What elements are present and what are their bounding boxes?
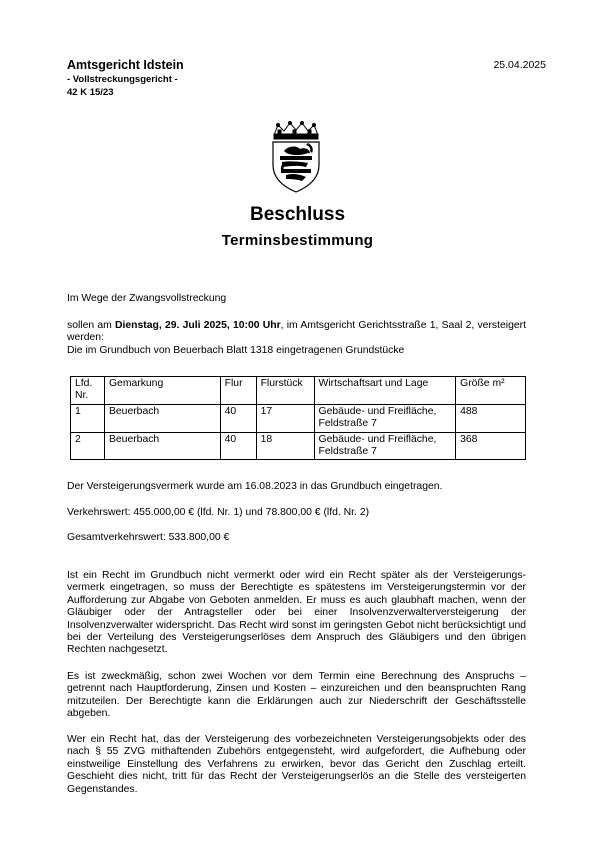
- paragraph-claims: Es ist zweckmäßig, schon zwei Wochen vor dem Termin eine Berechnung des Anspruchs – getrennt nach Hauptforderung, Zinsen und Kosten – einzureichen und den beanspruchten Rang mitzuteilen. Der Berechtigte kann die Erklärungen auch zur Niederschrift der Geschäftsstelle abgeben.: [67, 671, 526, 720]
- land-register-line: Die im Grundbuch von Beuerbach Blatt 1318 eingetragenen Grundstücke: [67, 345, 405, 356]
- table-cell: 1: [71, 404, 105, 432]
- schedule-suffix: , im Amtsgericht Gerichtsstraße 1, Saal 2, versteigert werden:: [67, 320, 526, 344]
- table-cell: Gebäude- und Freifläche, Feldstraße 7: [314, 404, 456, 432]
- paragraph-objection: Wer ein Recht hat, das der Versteigerung des vorbezeichneten Versteigerungsobjekts oder des nach § 55 ZVG mithaftenden Zubehörs entgegensteht, wird aufgefordert, die Aufhebung oder einstweilige Einstellung des Verfahrens zu erwirken, bevor das Gericht den Zuschlag erteilt. Geschieht dies nicht, tritt für das Recht der Versteigerungserlös an die Stelle des versteigerten Gegenstandes.: [67, 734, 526, 795]
- table-cell: 368: [456, 432, 526, 460]
- auction-date: Dienstag, 29. Juli 2025, 10:00 Uhr: [115, 320, 281, 331]
- schedule-text: [67, 320, 526, 345]
- property-table: [70, 376, 526, 460]
- market-value: Verkehrswert: 455.000,00 € (lfd. Nr. 1) und 78.800,00 € (lfd. Nr. 2): [67, 507, 370, 518]
- case-number: 42 K 15/23: [67, 87, 114, 98]
- document-title: Beschluss: [249, 204, 346, 225]
- table-cell: Gebäude- und Freifläche, Feldstraße 7: [314, 432, 456, 460]
- coat-of-arms-icon: [268, 121, 324, 193]
- table-cell: Beuerbach: [104, 404, 220, 432]
- table-header: Flurstück: [256, 377, 314, 405]
- document-subtitle: Terminsbestimmung: [221, 232, 374, 249]
- table-header: Lfd. Nr.: [71, 377, 105, 405]
- intro-text: Im Wege der Zwangsvollstreckung: [67, 293, 227, 304]
- table-header: Flur: [220, 377, 256, 405]
- table-cell: 2: [71, 432, 105, 460]
- table-cell: 40: [220, 432, 256, 460]
- document-date: 25.04.2025: [493, 59, 546, 71]
- table-header-row: [71, 377, 526, 405]
- table-cell: 488: [456, 404, 526, 432]
- table-header: Gemarkung: [104, 377, 220, 405]
- table-header: Größe m²: [456, 377, 526, 405]
- court-name: Amtsgericht Idstein: [67, 58, 184, 72]
- table-cell: 40: [220, 404, 256, 432]
- table-cell: 17: [256, 404, 314, 432]
- table-cell: 18: [256, 432, 314, 460]
- schedule-prefix: sollen am: [67, 320, 115, 331]
- court-department: - Vollstreckungsgericht -: [67, 74, 178, 85]
- registration-note: Der Versteigerungsvermerk wurde am 16.08.2023 in das Grundbuch eingetragen.: [67, 481, 443, 492]
- table-header: Wirtschaftsart und Lage: [314, 377, 456, 405]
- paragraph-rights: Ist ein Recht im Grundbuch nicht vermerkt oder wird ein Recht später als der Versteigerungs-vermerk eingetragen, so muss der Berechtigte es spätestens im Versteigerungstermin vor der Aufforderung zur Abgabe von Geboten anmelden. Er muss es auch glaubhaft machen, wenn der Gläubiger oder der Antragsteller oder bei einer Insolvenzverwalterversteigerung der Insolvenzverwalter widerspricht. Das Recht wird sonst im geringsten Gebot nicht berücksichtigt und bei der Verteilung des Versteigerungserlöses dem Anspruch des Gläubigers und den übrigen Rechten nachgesetzt.: [67, 570, 526, 656]
- table-row: [71, 404, 526, 432]
- total-market-value: Gesamtverkehrswert: 533.800,00 €: [67, 532, 230, 543]
- table-cell: Beuerbach: [104, 432, 220, 460]
- table-row: [71, 432, 526, 460]
